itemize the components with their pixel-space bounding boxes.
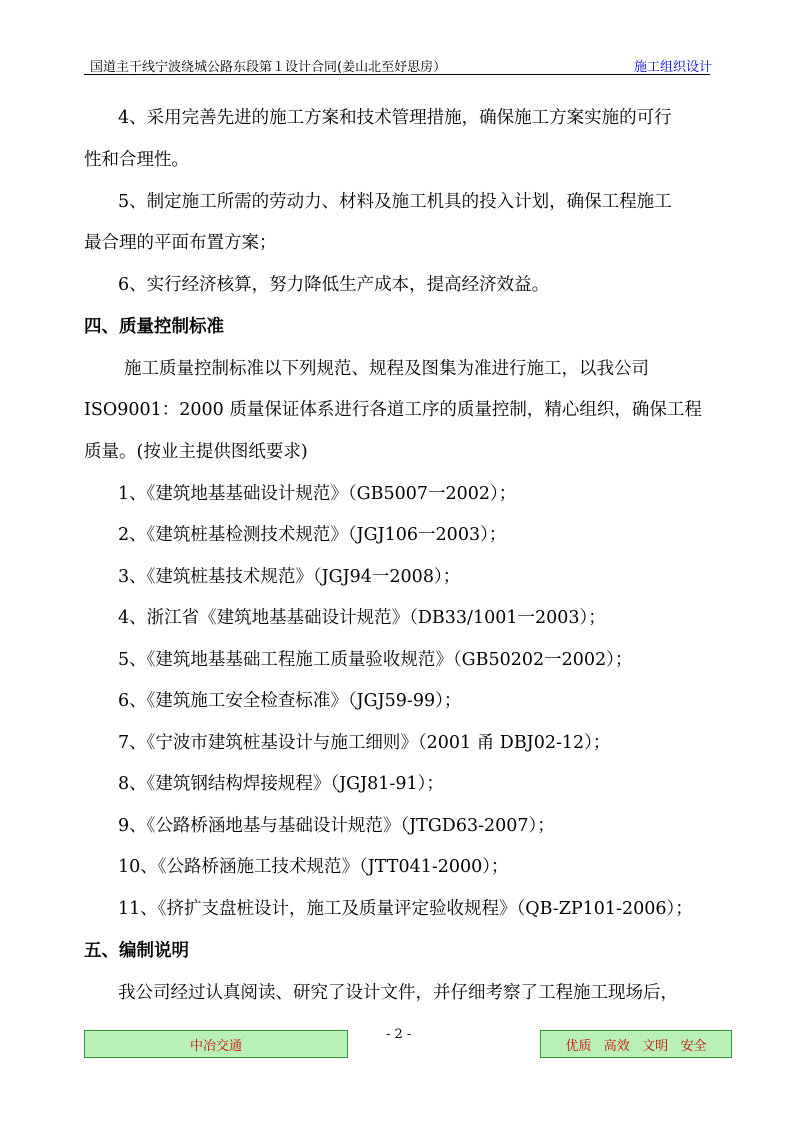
section-heading-compilation: 五、编制说明	[84, 941, 189, 961]
body-paragraph-line-3: 质量。(按业主提供图纸要求)	[84, 442, 308, 462]
standard-list-item: 9、《公路桥涵地基与基础设计规范》（JTGD63-2007）；	[118, 816, 555, 836]
body-paragraph-line-1: 施工质量控制标准以下列规范、规程及图集为准进行施工，以我公司	[124, 359, 649, 379]
footer-company-label: 中冶交通	[189, 1038, 242, 1054]
document-header-title: 国道主干线宁波绕城公路东段第１设计合同(姜山北至妤思房）	[90, 60, 447, 75]
page-number: - 2 -	[386, 1027, 412, 1042]
body-line-item-5-cont: 最合理的平面布置方案；	[84, 233, 277, 253]
body-line-item-6: 6、实行经济核算，努力降低生产成本，提高经济效益。	[118, 275, 550, 295]
standard-list-item: 10、《公路桥涵施工技术规范》（JTT041-2000）；	[118, 857, 509, 877]
footer-company-box	[84, 1030, 348, 1058]
footer-motto-label: 优质 高效 文明 安全	[565, 1038, 707, 1054]
body-line-item-4: 4、采用完善先进的施工方案和技术管理措施，确保施工方案实施的可行	[118, 108, 672, 128]
body-paragraph-compilation: 我公司经过认真阅读、研究了设计文件，并仔细考察了工程施工现场后，	[118, 983, 678, 1003]
standard-list-item: 11、《挤扩支盘桩设计，施工及质量评定验收规程》（QB-ZP101-2006）；	[118, 899, 693, 919]
standard-list-item: 7、《宁波市建筑桩基设计与施工细则》（2001 甬 DBJ02-12）；	[118, 733, 611, 753]
body-line-item-5: 5、制定施工所需的劳动力、材料及施工机具的投入计划，确保工程施工	[118, 192, 672, 212]
standard-list-item: 3、《建筑桩基技术规范》（JGJ94一2008）；	[118, 567, 461, 587]
standard-list-item: 4、浙江省《建筑地基基础设计规范》（DB33/1001一2003）；	[118, 608, 606, 628]
standard-list-item: 5、《建筑地基基础工程施工质量验收规范》（GB50202一2002）；	[118, 650, 633, 670]
body-paragraph-line-2: ISO9001：2000 质量保证体系进行各道工序的质量控制，精心组织，确保工程	[84, 400, 702, 420]
document-header-section: 施工组织设计	[634, 60, 713, 75]
body-line-item-4-cont: 性和合理性。	[84, 150, 189, 170]
footer-motto-box	[540, 1030, 732, 1058]
standard-list-item: 8、《建筑钢结构焊接规程》（JGJ81-91）；	[118, 774, 444, 794]
section-heading-quality: 四、质量控制标准	[84, 317, 224, 337]
standard-list-item: 2、《建筑桩基检测技术规范》（JGJ106一2003）；	[118, 525, 507, 545]
standard-list-item: 1、《建筑地基基础设计规范》（GB5007一2002）；	[118, 484, 517, 504]
standard-list-item: 6、《建筑施工安全检查标准》（JGJ59-99）；	[118, 691, 462, 711]
header-divider	[84, 74, 710, 75]
